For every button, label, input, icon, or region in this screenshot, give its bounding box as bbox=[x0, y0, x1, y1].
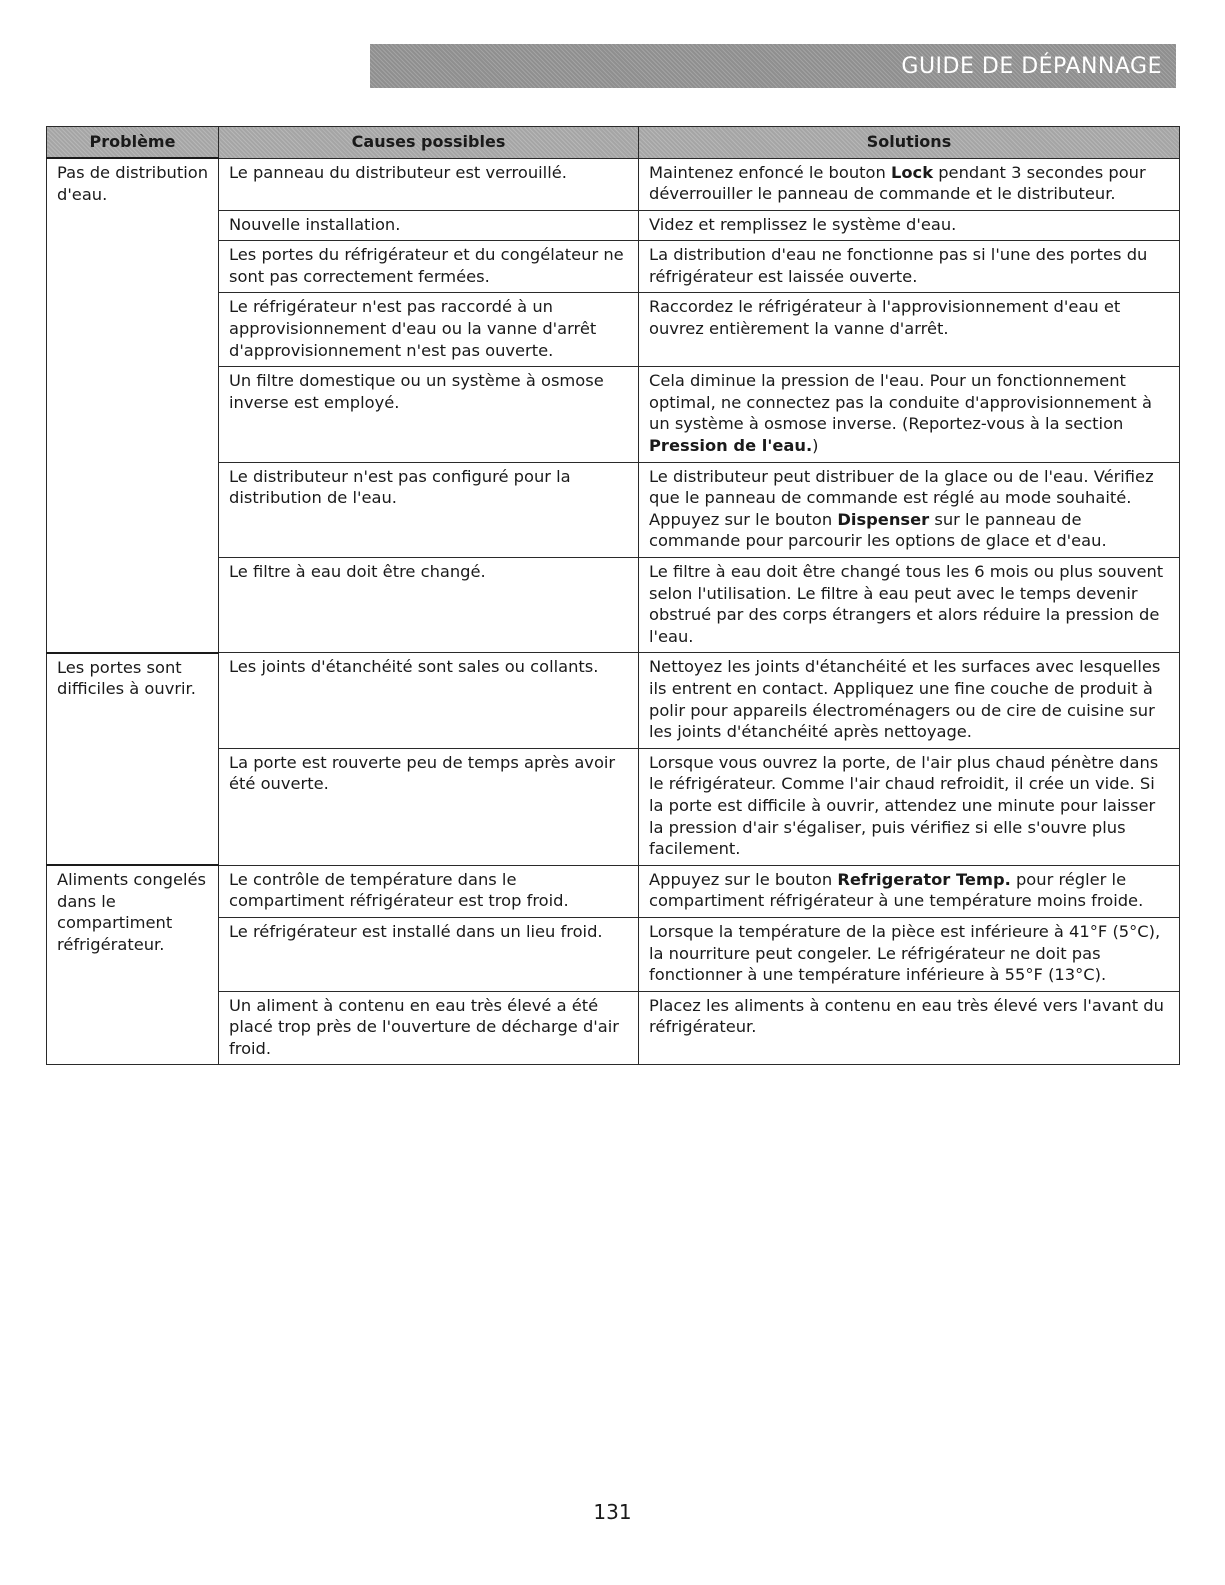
section-banner bbox=[370, 44, 1176, 88]
page-number: 131 bbox=[593, 1500, 632, 1524]
solution-text: Cela diminue la pression de l'eau. Pour un fonctionnement optimal, ne connectez pas la conduite d'approvisionnement à un système à osmose inverse. (Reportez-vous à la section bbox=[649, 371, 1152, 434]
solution-cell bbox=[639, 558, 1180, 653]
solution-text: Lorsque vous ouvrez la porte, de l'air plus chaud pénètre dans le réfrigérateur. Comme l'air chaud refroidit, il crée un vide. Si la porte est difficile à ouvrir, attendez une minute pour laisser la pression d'air s'égaliser, puis vérifiez si elle s'ouvre plus facilement. bbox=[649, 752, 1159, 859]
solution-cell bbox=[639, 367, 1180, 462]
solution-text: Placez les aliments à contenu en eau très élevé vers l'avant du réfrigérateur. bbox=[649, 995, 1164, 1037]
table-row bbox=[47, 653, 1180, 748]
solution-text: sur le panneau de commande pour parcourir les options de glace et d'eau. bbox=[649, 509, 1107, 551]
problem-cell: Pas de distribution d'eau. bbox=[47, 158, 219, 653]
problem-cell: Aliments congelés dans le compartiment réfrigérateur. bbox=[47, 865, 219, 1065]
table-body bbox=[47, 158, 1180, 1065]
solution-text: Nettoyez les joints d'étanchéité et les surfaces avec lesquelles ils entrent en contact. Appliquez une fine couche de produit à polir pour appareils électroménagers ou de cire de cuisine sur les joints d'étanchéité après nettoyage. bbox=[649, 657, 1161, 742]
solution-text: Raccordez le réfrigérateur à l'approvisionnement d'eau et ouvrez entièrement la vanne d'arrêt. bbox=[649, 297, 1121, 339]
solution-text: Appuyez sur le bouton bbox=[649, 869, 838, 889]
solution-cell bbox=[639, 653, 1180, 748]
column-header-causes: Causes possibles bbox=[219, 127, 639, 159]
section-title: GUIDE DE DÉPANNAGE bbox=[901, 53, 1162, 79]
solution-cell bbox=[639, 917, 1180, 991]
cause-cell: Le panneau du distributeur est verrouillé. bbox=[219, 158, 639, 210]
solution-text: Videz et remplissez le système d'eau. bbox=[649, 214, 957, 234]
solution-text: pour régler le compartiment réfrigérateur à une température moins froide. bbox=[649, 869, 1144, 911]
button-name-label: Lock bbox=[891, 162, 934, 182]
solution-cell bbox=[639, 865, 1180, 917]
cause-cell: Le contrôle de température dans le compartiment réfrigérateur est trop froid. bbox=[219, 865, 639, 917]
solution-text: Le filtre à eau doit être changé tous les 6 mois ou plus souvent selon l'utilisation. Le filtre à eau peut avec le temps devenir obstrué par des corps étrangers et alors réduire la pression de l'eau. bbox=[649, 562, 1164, 646]
cause-cell: Un aliment à contenu en eau très élevé a été placé trop près de l'ouverture de décharge d'air froid. bbox=[219, 991, 639, 1065]
solution-text: Le distributeur peut distribuer de la glace ou de l'eau. Vérifiez que le panneau de commande est réglé au mode souhaité. Appuyez sur le bouton bbox=[649, 466, 1154, 529]
problem-cell: Les portes sont difficiles à ouvrir. bbox=[47, 653, 219, 865]
solution-text: Maintenez enfoncé le bouton bbox=[649, 162, 891, 182]
cause-cell: Le réfrigérateur n'est pas raccordé à un approvisionnement d'eau ou la vanne d'arrêt d'approvisionnement n'est pas ouverte. bbox=[219, 293, 639, 367]
troubleshooting-table bbox=[46, 126, 1180, 1065]
table-row bbox=[47, 158, 1180, 210]
solution-cell bbox=[639, 991, 1180, 1065]
cause-cell: Le distributeur n'est pas configuré pour la distribution de l'eau. bbox=[219, 462, 639, 557]
solution-text: ) bbox=[812, 436, 819, 456]
solution-cell bbox=[639, 293, 1180, 367]
cause-cell: Le réfrigérateur est installé dans un lieu froid. bbox=[219, 917, 639, 991]
button-name-label: Dispenser bbox=[837, 509, 930, 529]
cause-cell: Nouvelle installation. bbox=[219, 210, 639, 241]
solution-cell bbox=[639, 241, 1180, 293]
solution-text: La distribution d'eau ne fonctionne pas si l'une des portes du réfrigérateur est laissée ouverte. bbox=[649, 245, 1148, 286]
table-row bbox=[47, 865, 1180, 917]
solution-text: Lorsque la température de la pièce est inférieure à 41°F (5°C), la nourriture peut congeler. Le réfrigérateur ne doit pas fonctionner à une température inférieure à 55°F (13°C). bbox=[649, 921, 1161, 985]
cause-cell: La porte est rouverte peu de temps après avoir été ouverte. bbox=[219, 748, 639, 865]
solution-cell bbox=[639, 462, 1180, 557]
column-header-solutions: Solutions bbox=[639, 127, 1180, 159]
cause-cell: Un filtre domestique ou un système à osmose inverse est employé. bbox=[219, 367, 639, 462]
cause-cell: Les portes du réfrigérateur et du congélateur ne sont pas correctement fermées. bbox=[219, 241, 639, 293]
cause-cell: Les joints d'étanchéité sont sales ou collants. bbox=[219, 653, 639, 748]
solution-cell bbox=[639, 748, 1180, 865]
table-header-row bbox=[47, 127, 1180, 159]
column-header-problem: Problème bbox=[47, 127, 219, 159]
solution-text: pendant 3 secondes pour déverrouiller le panneau de commande et le distributeur. bbox=[649, 162, 1146, 204]
button-name-label: Refrigerator Temp. bbox=[837, 869, 1011, 889]
button-name-label: Pression de l'eau. bbox=[649, 436, 813, 456]
solution-cell bbox=[639, 210, 1180, 241]
cause-cell: Le filtre à eau doit être changé. bbox=[219, 558, 639, 653]
solution-cell bbox=[639, 158, 1180, 210]
